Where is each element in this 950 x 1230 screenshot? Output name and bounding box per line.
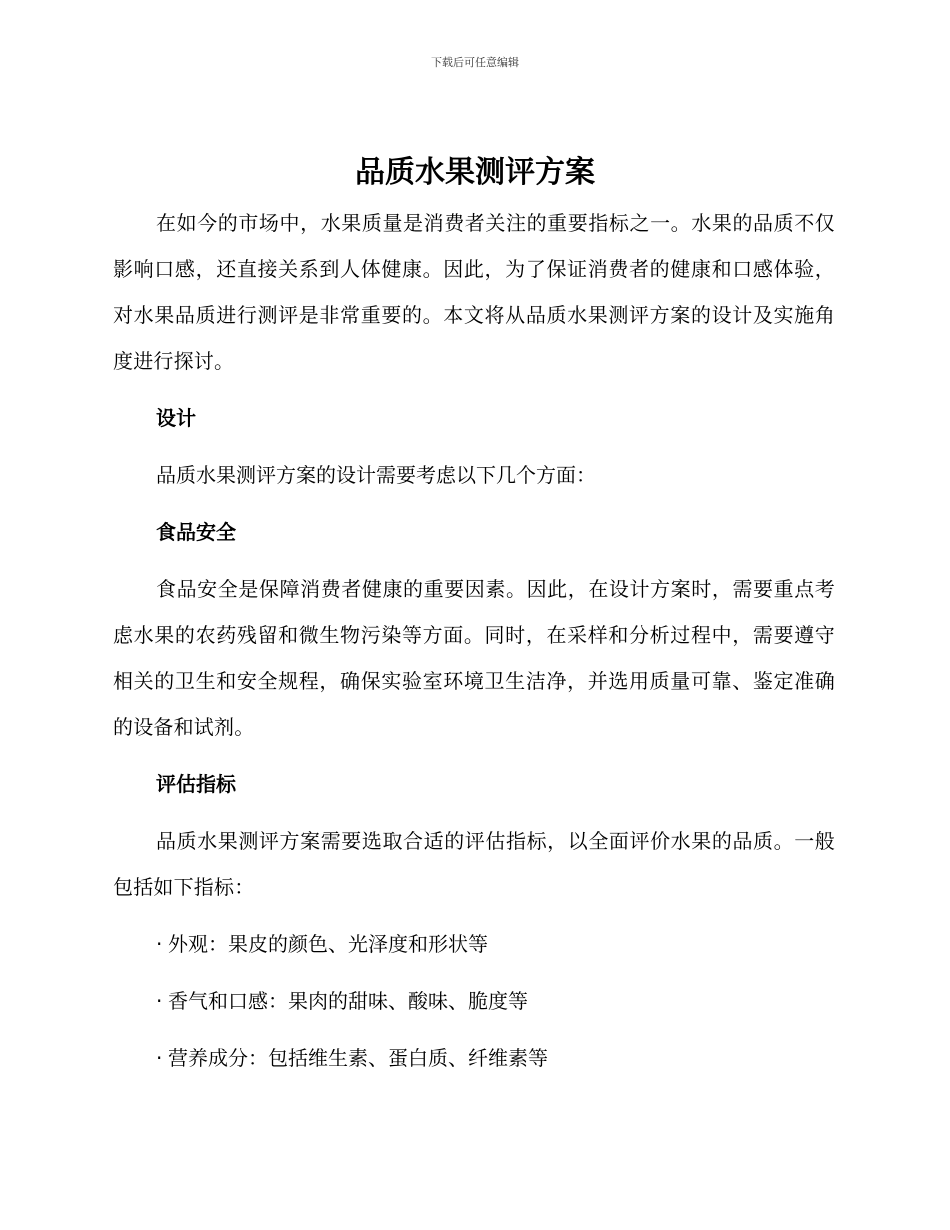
document-title: 品质水果测评方案 (355, 155, 595, 190)
bullet-text: 外观：果皮的颜色、光泽度和形状等 (168, 932, 488, 956)
bullet-marker: · (156, 1046, 163, 1070)
header-note: 下载后可任意编辑 (431, 56, 519, 69)
bullet-item (113, 921, 835, 967)
food-safety-heading: 食品安全 (156, 520, 236, 544)
indicators-heading: 评估指标 (156, 772, 236, 796)
bullet-item (113, 978, 835, 1024)
intro-paragraph: 在如今的市场中，水果质量是消费者关注的重要指标之一。水果的品质不仅影响口感，还直接关系到人体健康。因此，为了保证消费者的健康和口感体验，对水果品质进行测评是非常重要的。本文将从品质水果测评方案的设计及实施角度进行探讨。 (113, 211, 835, 373)
indicators-paragraph: 品质水果测评方案需要选取合适的评估指标，以全面评价水果的品质。一般包括如下指标： (113, 829, 835, 899)
food-safety-paragraph: 食品安全是保障消费者健康的重要因素。因此，在设计方案时，需要重点考虑水果的农药残留和微生物污染等方面。同时，在采样和分析过程中，需要遵守相关的卫生和安全规程，确保实验室环境卫生洁净，并选用质量可靠、鉴定准确的设备和试剂。 (113, 577, 835, 739)
design-paragraph: 品质水果测评方案的设计需要考虑以下几个方面： (156, 463, 596, 487)
document-body (113, 200, 835, 1081)
bullet-text: 营养成分：包括维生素、蛋白质、纤维素等 (168, 1046, 548, 1070)
bullet-item (113, 1035, 835, 1081)
bullet-marker: · (156, 932, 163, 956)
bullet-text: 香气和口感：果肉的甜味、酸味、脆度等 (168, 989, 528, 1013)
bullet-marker: · (156, 989, 163, 1013)
design-heading: 设计 (156, 406, 196, 430)
